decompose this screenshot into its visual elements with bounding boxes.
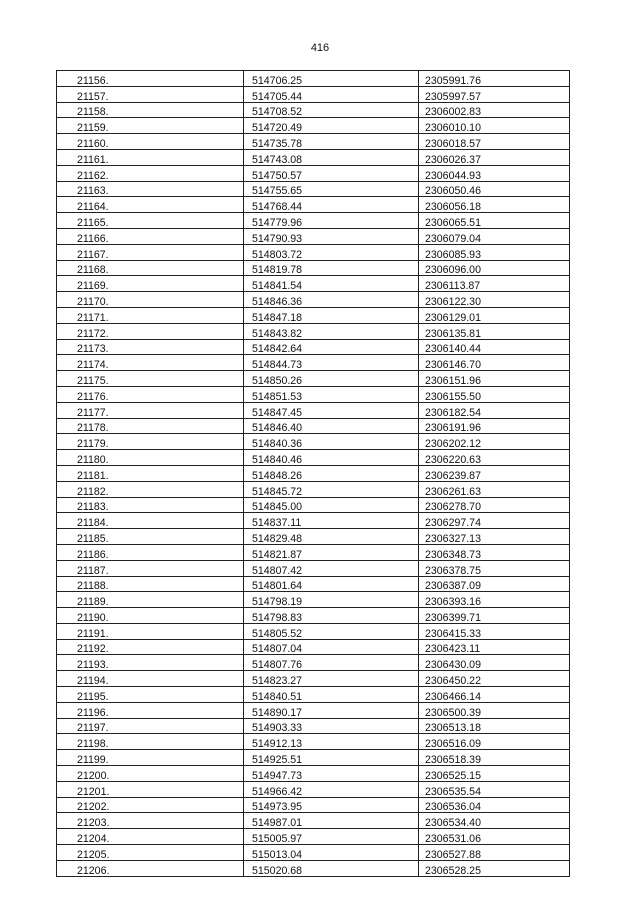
y-coordinate-cell: 2306450.22 [419, 671, 570, 687]
x-coordinate-cell: 514840.51 [244, 687, 419, 703]
y-coordinate-cell: 2306202.12 [419, 434, 570, 450]
table-row [57, 560, 570, 576]
point-number-cell: 21168. [57, 260, 244, 276]
y-coordinate-cell: 2306535.54 [419, 781, 570, 797]
table-row [57, 576, 570, 592]
table-row [57, 781, 570, 797]
x-coordinate-cell: 515013.04 [244, 845, 419, 861]
table-row [57, 323, 570, 339]
y-coordinate-cell: 2306220.63 [419, 450, 570, 466]
y-coordinate-cell: 2305997.57 [419, 86, 570, 102]
x-coordinate-cell: 514706.25 [244, 71, 419, 87]
y-coordinate-cell: 2306536.04 [419, 797, 570, 813]
x-coordinate-cell: 514801.64 [244, 576, 419, 592]
y-coordinate-cell: 2306378.75 [419, 560, 570, 576]
y-coordinate-cell: 2306518.39 [419, 750, 570, 766]
point-number-cell: 21184. [57, 513, 244, 529]
y-coordinate-cell: 2306327.13 [419, 529, 570, 545]
point-number-cell: 21185. [57, 529, 244, 545]
point-number-cell: 21183. [57, 497, 244, 513]
x-coordinate-cell: 514807.04 [244, 639, 419, 655]
table-row [57, 450, 570, 466]
x-coordinate-cell: 514987.01 [244, 813, 419, 829]
table-row [57, 292, 570, 308]
table-row [57, 402, 570, 418]
point-number-cell: 21159. [57, 118, 244, 134]
table-row [57, 592, 570, 608]
table-row [57, 687, 570, 703]
table-row [57, 845, 570, 861]
point-number-cell: 21189. [57, 592, 244, 608]
x-coordinate-cell: 514947.73 [244, 766, 419, 782]
y-coordinate-cell: 2306050.46 [419, 181, 570, 197]
point-number-cell: 21200. [57, 766, 244, 782]
table-row [57, 655, 570, 671]
table-row [57, 276, 570, 292]
y-coordinate-cell: 2306191.96 [419, 418, 570, 434]
point-number-cell: 21157. [57, 86, 244, 102]
y-coordinate-cell: 2306002.83 [419, 102, 570, 118]
point-number-cell: 21163. [57, 181, 244, 197]
point-number-cell: 21192. [57, 639, 244, 655]
y-coordinate-cell: 2306348.73 [419, 544, 570, 560]
table-row [57, 71, 570, 87]
table-row [57, 750, 570, 766]
table-row [57, 197, 570, 213]
y-coordinate-cell: 2306140.44 [419, 339, 570, 355]
x-coordinate-cell: 514798.19 [244, 592, 419, 608]
point-number-cell: 21197. [57, 718, 244, 734]
point-number-cell: 21193. [57, 655, 244, 671]
table-row [57, 671, 570, 687]
table-row [57, 307, 570, 323]
y-coordinate-cell: 2306010.10 [419, 118, 570, 134]
y-coordinate-cell: 2306297.74 [419, 513, 570, 529]
table-row [57, 797, 570, 813]
table-row [57, 529, 570, 545]
point-number-cell: 21176. [57, 386, 244, 402]
y-coordinate-cell: 2306155.50 [419, 386, 570, 402]
point-number-cell: 21171. [57, 307, 244, 323]
y-coordinate-cell: 2306065.51 [419, 213, 570, 229]
point-number-cell: 21186. [57, 544, 244, 560]
table-row [57, 860, 570, 876]
y-coordinate-cell: 2306113.87 [419, 276, 570, 292]
point-number-cell: 21175. [57, 371, 244, 387]
point-number-cell: 21165. [57, 213, 244, 229]
point-number-cell: 21203. [57, 813, 244, 829]
y-coordinate-cell: 2306525.15 [419, 766, 570, 782]
y-coordinate-cell: 2306415.33 [419, 623, 570, 639]
table-row [57, 181, 570, 197]
point-number-cell: 21179. [57, 434, 244, 450]
point-number-cell: 21201. [57, 781, 244, 797]
point-number-cell: 21202. [57, 797, 244, 813]
x-coordinate-cell: 514845.00 [244, 497, 419, 513]
point-number-cell: 21173. [57, 339, 244, 355]
point-number-cell: 21174. [57, 355, 244, 371]
y-coordinate-cell: 2306026.37 [419, 149, 570, 165]
point-number-cell: 21199. [57, 750, 244, 766]
y-coordinate-cell: 2306151.96 [419, 371, 570, 387]
table-row [57, 355, 570, 371]
point-number-cell: 21182. [57, 481, 244, 497]
table-row [57, 702, 570, 718]
x-coordinate-cell: 515005.97 [244, 829, 419, 845]
x-coordinate-cell: 514768.44 [244, 197, 419, 213]
x-coordinate-cell: 514750.57 [244, 165, 419, 181]
y-coordinate-cell: 2306056.18 [419, 197, 570, 213]
table-row [57, 213, 570, 229]
y-coordinate-cell: 2306278.70 [419, 497, 570, 513]
table-row [57, 829, 570, 845]
point-number-cell: 21180. [57, 450, 244, 466]
table-row [57, 244, 570, 260]
point-number-cell: 21188. [57, 576, 244, 592]
point-number-cell: 21170. [57, 292, 244, 308]
x-coordinate-cell: 514973.95 [244, 797, 419, 813]
point-number-cell: 21166. [57, 228, 244, 244]
point-number-cell: 21177. [57, 402, 244, 418]
y-coordinate-cell: 2306044.93 [419, 165, 570, 181]
y-coordinate-cell: 2306261.63 [419, 481, 570, 497]
x-coordinate-cell: 514846.36 [244, 292, 419, 308]
point-number-cell: 21160. [57, 134, 244, 150]
coordinates-table [56, 70, 570, 877]
point-number-cell: 21187. [57, 560, 244, 576]
table-row [57, 118, 570, 134]
table-row [57, 481, 570, 497]
x-coordinate-cell: 514798.83 [244, 608, 419, 624]
y-coordinate-cell: 2306122.30 [419, 292, 570, 308]
y-coordinate-cell: 2306534.40 [419, 813, 570, 829]
y-coordinate-cell: 2306393.16 [419, 592, 570, 608]
x-coordinate-cell: 514912.13 [244, 734, 419, 750]
table-row [57, 418, 570, 434]
x-coordinate-cell: 514890.17 [244, 702, 419, 718]
y-coordinate-cell: 2306096.00 [419, 260, 570, 276]
x-coordinate-cell: 514847.45 [244, 402, 419, 418]
point-number-cell: 21195. [57, 687, 244, 703]
x-coordinate-cell: 514805.52 [244, 623, 419, 639]
table-row [57, 339, 570, 355]
x-coordinate-cell: 514720.49 [244, 118, 419, 134]
x-coordinate-cell: 514840.46 [244, 450, 419, 466]
x-coordinate-cell: 514842.64 [244, 339, 419, 355]
table-row [57, 608, 570, 624]
x-coordinate-cell: 515020.68 [244, 860, 419, 876]
point-number-cell: 21169. [57, 276, 244, 292]
x-coordinate-cell: 514846.40 [244, 418, 419, 434]
x-coordinate-cell: 514851.53 [244, 386, 419, 402]
x-coordinate-cell: 514790.93 [244, 228, 419, 244]
table-row [57, 134, 570, 150]
y-coordinate-cell: 2306528.25 [419, 860, 570, 876]
point-number-cell: 21204. [57, 829, 244, 845]
y-coordinate-cell: 2306085.93 [419, 244, 570, 260]
x-coordinate-cell: 514925.51 [244, 750, 419, 766]
table-row [57, 434, 570, 450]
table-row [57, 371, 570, 387]
y-coordinate-cell: 2306182.54 [419, 402, 570, 418]
point-number-cell: 21196. [57, 702, 244, 718]
coordinates-table-body [57, 71, 570, 877]
table-row [57, 544, 570, 560]
y-coordinate-cell: 2306423.11 [419, 639, 570, 655]
table-row [57, 102, 570, 118]
table-row [57, 165, 570, 181]
table-row [57, 766, 570, 782]
x-coordinate-cell: 514845.72 [244, 481, 419, 497]
point-number-cell: 21205. [57, 845, 244, 861]
point-number-cell: 21172. [57, 323, 244, 339]
table-row [57, 623, 570, 639]
x-coordinate-cell: 514837.11 [244, 513, 419, 529]
y-coordinate-cell: 2306146.70 [419, 355, 570, 371]
x-coordinate-cell: 514840.36 [244, 434, 419, 450]
table-row [57, 718, 570, 734]
point-number-cell: 21206. [57, 860, 244, 876]
x-coordinate-cell: 514807.76 [244, 655, 419, 671]
x-coordinate-cell: 514735.78 [244, 134, 419, 150]
x-coordinate-cell: 514755.65 [244, 181, 419, 197]
table-row [57, 149, 570, 165]
x-coordinate-cell: 514821.87 [244, 544, 419, 560]
table-row [57, 86, 570, 102]
point-number-cell: 21156. [57, 71, 244, 87]
table-row [57, 465, 570, 481]
x-coordinate-cell: 514807.42 [244, 560, 419, 576]
point-number-cell: 21190. [57, 608, 244, 624]
y-coordinate-cell: 2306129.01 [419, 307, 570, 323]
point-number-cell: 21167. [57, 244, 244, 260]
x-coordinate-cell: 514903.33 [244, 718, 419, 734]
x-coordinate-cell: 514823.27 [244, 671, 419, 687]
x-coordinate-cell: 514705.44 [244, 86, 419, 102]
x-coordinate-cell: 514843.82 [244, 323, 419, 339]
x-coordinate-cell: 514841.54 [244, 276, 419, 292]
y-coordinate-cell: 2306531.06 [419, 829, 570, 845]
y-coordinate-cell: 2306513.18 [419, 718, 570, 734]
x-coordinate-cell: 514803.72 [244, 244, 419, 260]
point-number-cell: 21191. [57, 623, 244, 639]
x-coordinate-cell: 514848.26 [244, 465, 419, 481]
x-coordinate-cell: 514966.42 [244, 781, 419, 797]
y-coordinate-cell: 2306239.87 [419, 465, 570, 481]
table-row [57, 813, 570, 829]
x-coordinate-cell: 514850.26 [244, 371, 419, 387]
y-coordinate-cell: 2306399.71 [419, 608, 570, 624]
point-number-cell: 21194. [57, 671, 244, 687]
y-coordinate-cell: 2306500.39 [419, 702, 570, 718]
point-number-cell: 21181. [57, 465, 244, 481]
x-coordinate-cell: 514779.96 [244, 213, 419, 229]
y-coordinate-cell: 2306135.81 [419, 323, 570, 339]
y-coordinate-cell: 2306430.09 [419, 655, 570, 671]
table-row [57, 386, 570, 402]
table-row [57, 260, 570, 276]
point-number-cell: 21198. [57, 734, 244, 750]
y-coordinate-cell: 2306079.04 [419, 228, 570, 244]
table-row [57, 639, 570, 655]
point-number-cell: 21158. [57, 102, 244, 118]
y-coordinate-cell: 2306018.57 [419, 134, 570, 150]
y-coordinate-cell: 2306527.88 [419, 845, 570, 861]
table-row [57, 734, 570, 750]
x-coordinate-cell: 514708.52 [244, 102, 419, 118]
table-row [57, 228, 570, 244]
x-coordinate-cell: 514829.48 [244, 529, 419, 545]
point-number-cell: 21164. [57, 197, 244, 213]
y-coordinate-cell: 2306516.09 [419, 734, 570, 750]
point-number-cell: 21162. [57, 165, 244, 181]
x-coordinate-cell: 514844.73 [244, 355, 419, 371]
x-coordinate-cell: 514743.08 [244, 149, 419, 165]
y-coordinate-cell: 2306387.09 [419, 576, 570, 592]
page-number: 416 [310, 42, 330, 54]
x-coordinate-cell: 514847.18 [244, 307, 419, 323]
y-coordinate-cell: 2306466.14 [419, 687, 570, 703]
table-row [57, 513, 570, 529]
point-number-cell: 21178. [57, 418, 244, 434]
point-number-cell: 21161. [57, 149, 244, 165]
table-row [57, 497, 570, 513]
x-coordinate-cell: 514819.78 [244, 260, 419, 276]
y-coordinate-cell: 2305991.76 [419, 71, 570, 87]
